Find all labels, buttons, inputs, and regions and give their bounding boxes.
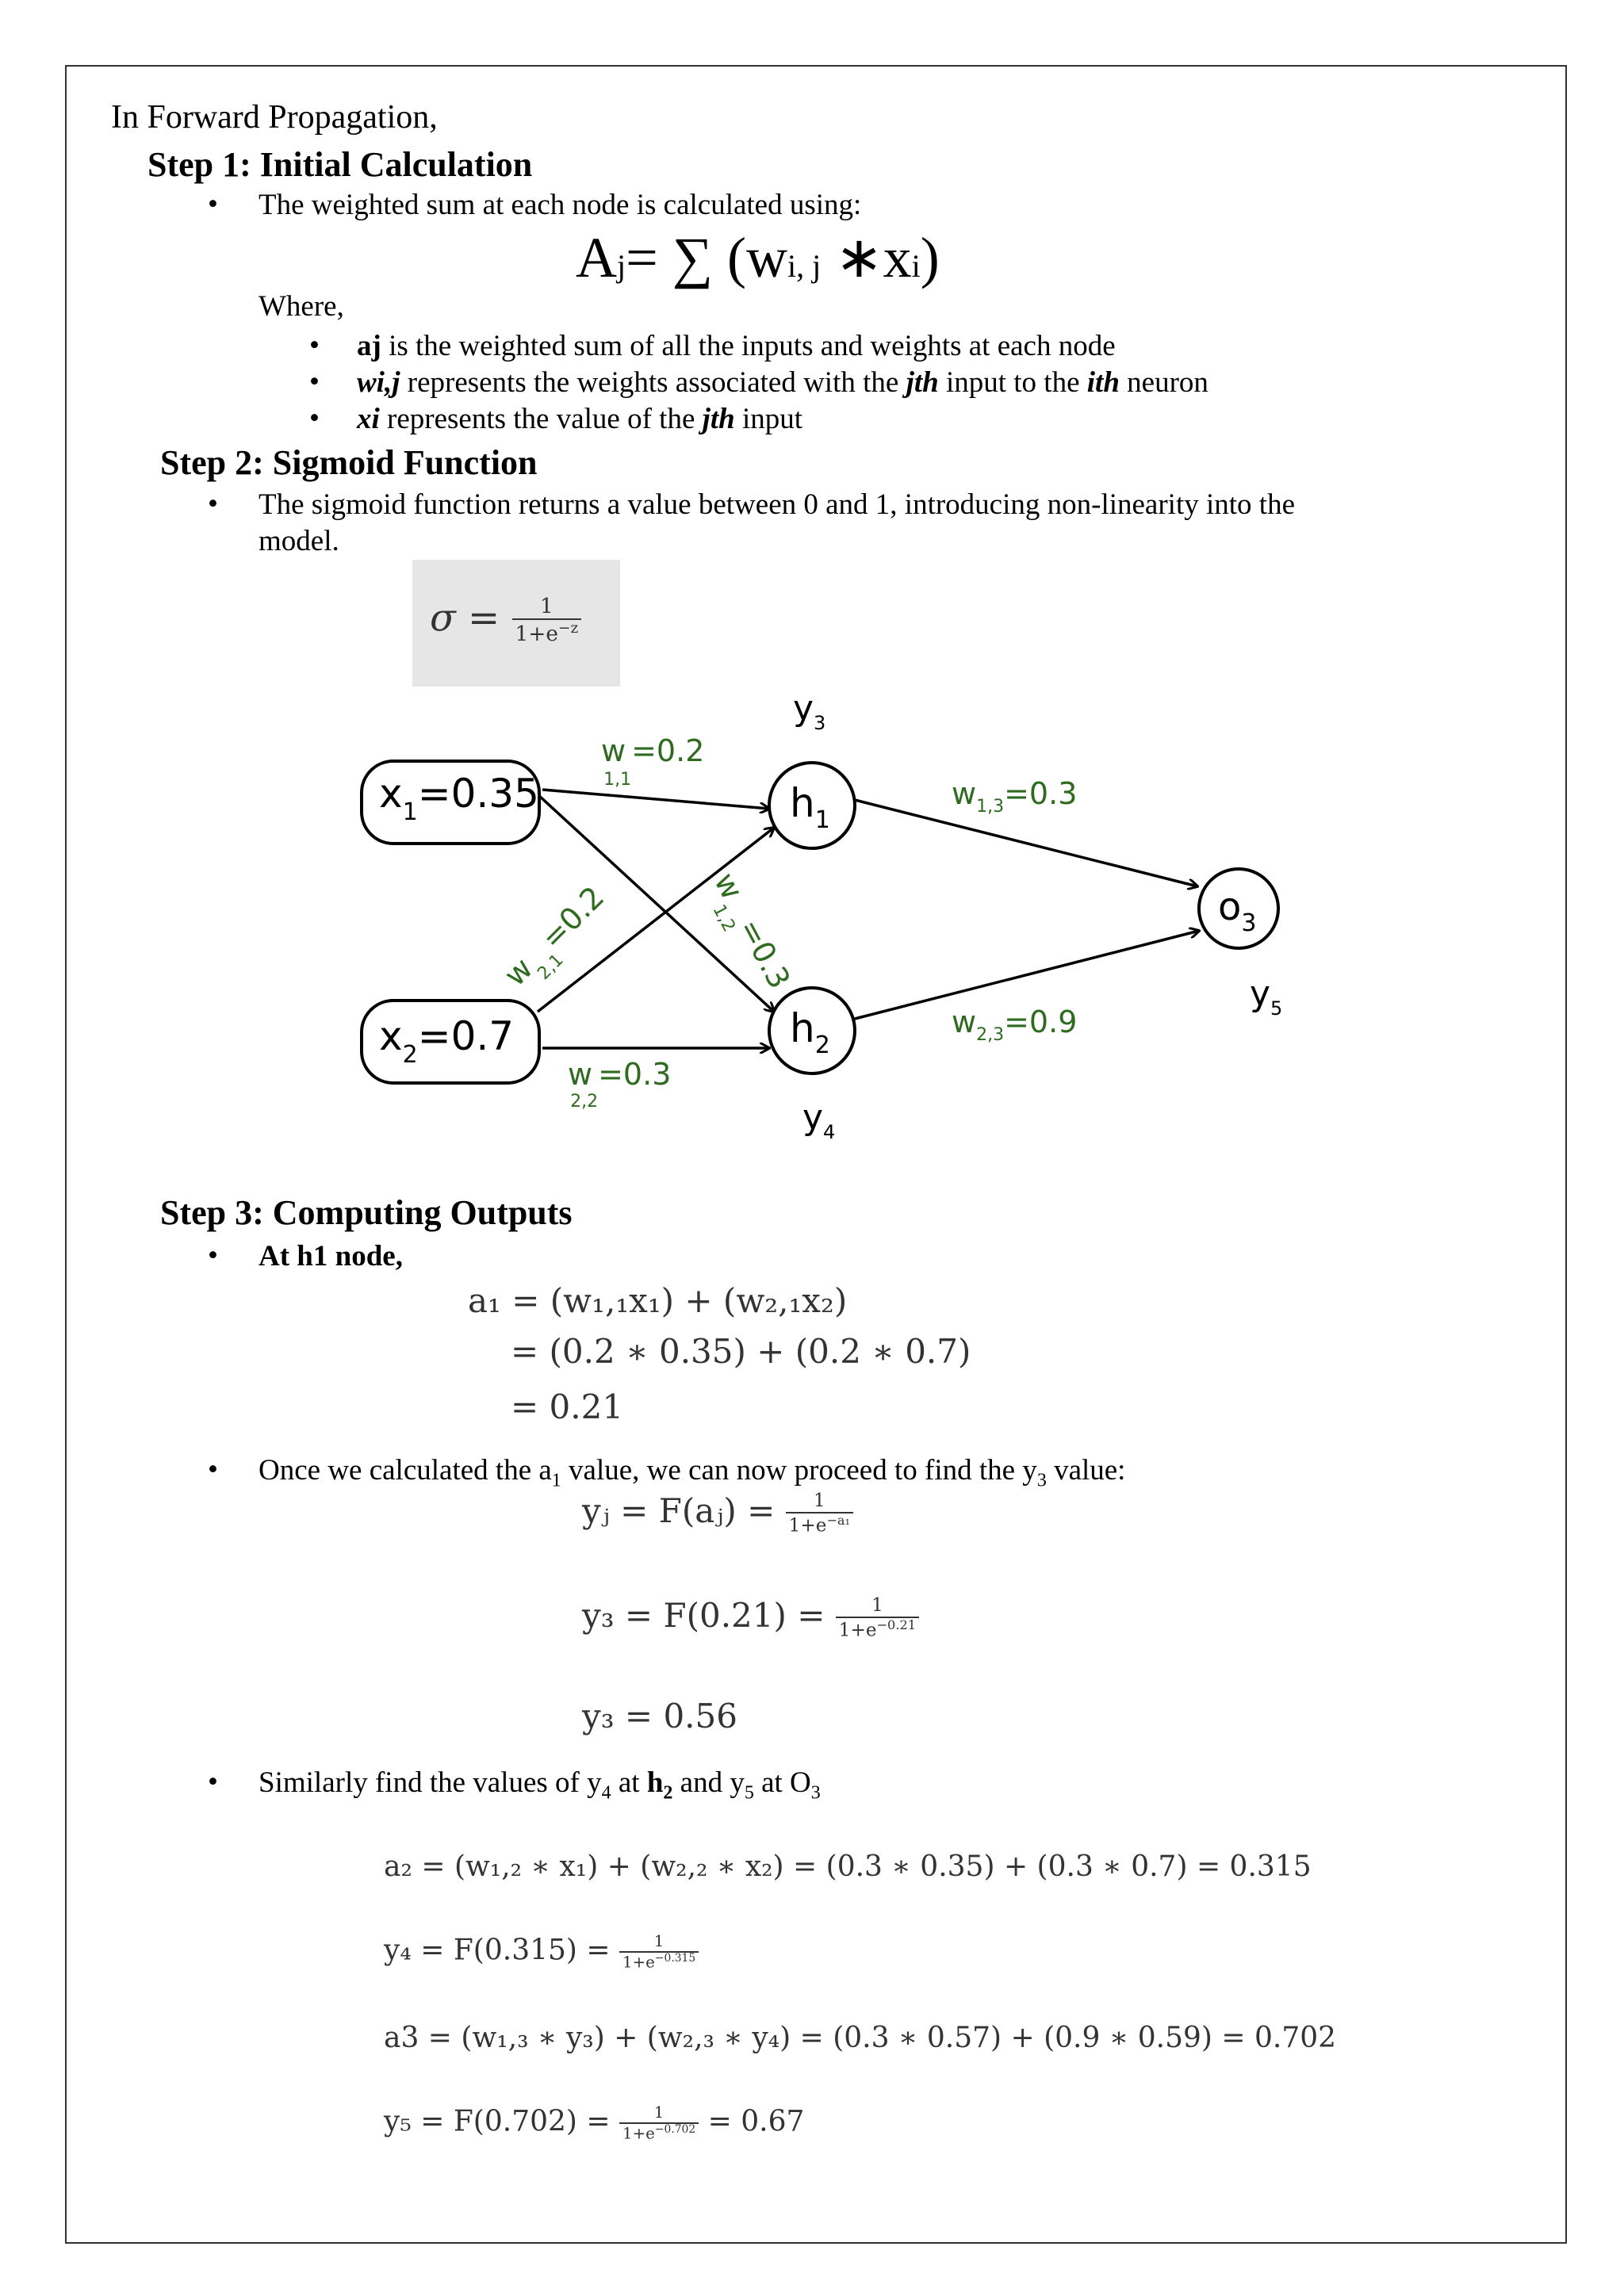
formula-i: i [911, 248, 921, 284]
weight-w11: w 1,1=0.2 [601, 733, 705, 790]
step2-heading: Step 2: Sigmoid Function [160, 443, 538, 482]
step1-heading: Step 1: Initial Calculation [147, 145, 533, 184]
yj-formula: yⱼ = F(aⱼ) = $\frac{1}{1+e^{-a_1}}$ [582, 1490, 853, 1536]
weight-w23: $w_{2,3}=0.9$ [952, 1004, 1078, 1045]
label-y3: $y_3$ [793, 688, 826, 734]
formula-x: x [883, 226, 912, 289]
bullet-dot: • [309, 402, 320, 434]
a2-formula: a₂ = (w₁,₂ ∗ x₁) + (w₂,₂ ∗ x₂) = (0.3 ∗ 0.35) + (0.3 ∗ 0.7) = 0.315 [384, 1850, 1312, 1883]
node-h1-label: $h_1$ [790, 780, 830, 834]
node-h2-label: $h_2$ [790, 1005, 830, 1059]
weight-w13: $w_{1,3}=0.3$ [952, 776, 1078, 817]
sigmoid-formula: σ = $\frac{1}{1+e^{-z}}$ [430, 595, 581, 647]
step2-line2: model. [259, 525, 339, 557]
y3-result: y₃ = 0.56 [582, 1697, 737, 1735]
weight-w21: $w_{2,1}=0.2$ [497, 879, 611, 993]
formula-ij: i, j [787, 248, 822, 284]
node-x2-label: $x_2=0.7$ [379, 1013, 515, 1069]
y5-formula: y₅ = F(0.702) = $\frac{1}{1+e^{-0.702}}$ = 0.67 [384, 2103, 805, 2143]
def-aj: aj is the weighted sum of all the inputs and weights at each node [357, 330, 1116, 362]
label-y5: $y_5$ [1250, 974, 1283, 1020]
formula-j: j [617, 248, 626, 284]
y4-formula: y₄ = F(0.315) = $\frac{1}{1+e^{-0.315}}$ [384, 1933, 699, 1972]
bullet-dot: • [309, 365, 320, 398]
step3-bullet1: At h1 node, [259, 1240, 403, 1272]
bullet-dot: • [208, 188, 218, 220]
edge-x1-h1 [542, 790, 769, 809]
a3-formula: a3 = (w₁,₃ ∗ y₃) + (w₂,₃ ∗ y₄) = (0.3 ∗ 0.57) + (0.9 ∗ 0.59) = 0.702 [384, 2022, 1337, 2054]
a1-line2: = (0.2 ∗ 0.35) + (0.2 ∗ 0.7) [511, 1332, 971, 1371]
step1-bullet: The weighted sum at each node is calculated using: [259, 189, 862, 221]
formula-close: ) [920, 226, 940, 289]
step3-bullet2: Once we calculated the $a_1$ value, we can now proceed to find the $y_3$ value: [259, 1454, 1126, 1491]
bullet-dot: • [309, 329, 320, 362]
neural-network-diagram [349, 688, 1332, 1164]
node-o3-label: $o_3$ [1218, 885, 1257, 937]
formula-star: ∗ [835, 226, 883, 289]
weighted-sum-formula [576, 224, 940, 291]
formula-A: A [576, 226, 617, 289]
bullet-dot: • [208, 1453, 218, 1486]
weight-w22: w 2,2=0.3 [568, 1057, 672, 1112]
a1-line1: a₁ = (w₁,₁x₁) + (w₂,₁x₂) [468, 1281, 848, 1320]
where-label: Where, [259, 290, 344, 323]
formula-w: w [746, 226, 788, 289]
step2-line1: The sigmoid function returns a value between 0 and 1, introducing non-linearity into the [259, 488, 1295, 521]
sigmoid-formula-box [412, 560, 620, 687]
label-y4: $y_4$ [802, 1097, 836, 1143]
formula-eq: = ∑ ( [626, 226, 747, 289]
weight-w12: $w_{1,2}=0.3$ [707, 867, 798, 995]
bullet-dot: • [208, 1766, 218, 1798]
step3-heading: Step 3: Computing Outputs [160, 1193, 573, 1232]
step3-bullet3: Similarly find the values of $y_4$ at $h_2$ and $y_5$ at $O_3$ [259, 1766, 821, 1804]
a1-line3: = 0.21 [511, 1387, 624, 1426]
def-xi: xi represents the value of the jth input [357, 403, 803, 435]
node-x1-label: $x_1=0.35$ [379, 771, 539, 826]
intro-text: In Forward Propagation, [111, 99, 438, 136]
bullet-dot: • [208, 1239, 218, 1272]
def-wij: wi,j represents the weights associated with the jth input to the ith neuron [357, 366, 1208, 399]
y3-formula: y₃ = F(0.21) = $\frac{1}{1+e^{-0.21}}$ [582, 1595, 919, 1641]
bullet-dot: • [208, 488, 218, 520]
edge-h1-o3 [852, 799, 1197, 886]
